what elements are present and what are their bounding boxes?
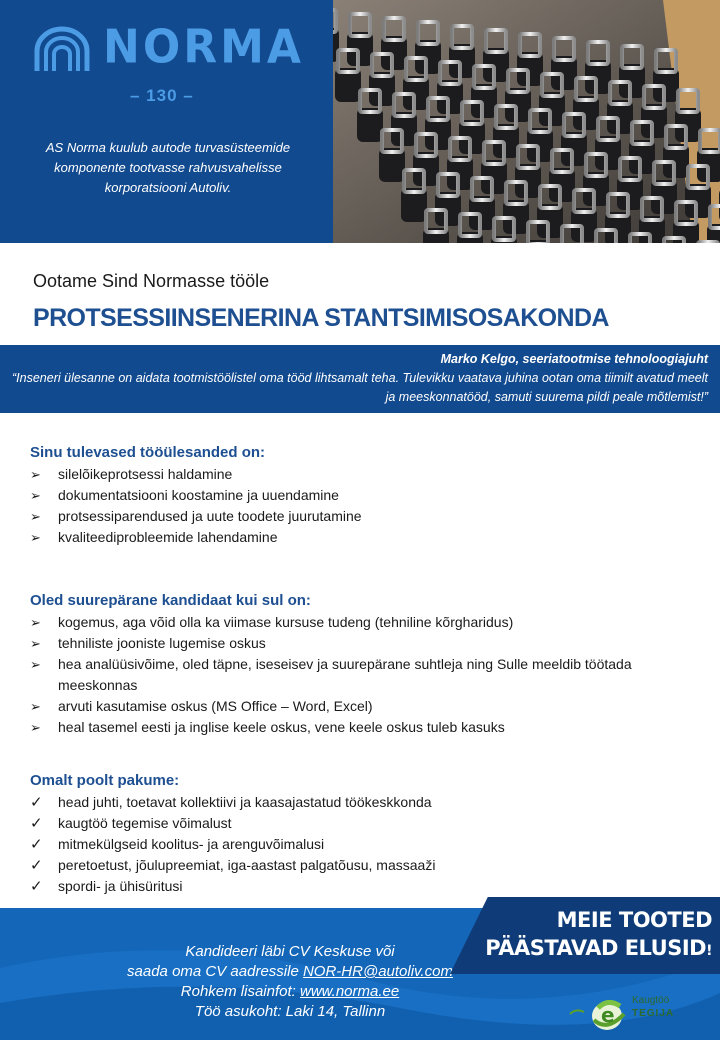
tagline <box>470 906 712 965</box>
list-item <box>30 813 690 834</box>
offer-heading: Omalt poolt pakume: <box>30 772 180 789</box>
list-item-text: kaugtöö tegemise võimalust <box>58 815 232 831</box>
list-item-text: dokumentatsiooni koostamine ja uuendamine <box>58 487 339 503</box>
candidate-heading: Oled suurepärane kandidaat kui sul on: <box>30 592 311 609</box>
checkmark-icon: ✓ <box>30 836 43 853</box>
footer-line-location: Töö asukoht: Laki 14, Tallinn <box>194 1003 386 1020</box>
list-item <box>30 876 690 897</box>
list-item-text: kvaliteediprobleemide lahendamine <box>58 529 278 545</box>
list-item-text: heal tasemel eesti ja inglise keele oskus, vene keele oskus tuleb kasuks <box>58 719 505 735</box>
list-item <box>30 717 690 738</box>
arrow-bullet-icon: ➢ <box>30 657 41 672</box>
job-title: PROTSESSIINSENERINA STANTSIMISOSAKONDA <box>33 304 609 332</box>
checkmark-icon: ✓ <box>30 815 43 832</box>
arrow-bullet-icon: ➢ <box>30 615 41 630</box>
list-item-text: arvuti kasutamise oskus (MS Office – Word, Excel) <box>58 698 373 714</box>
list-item-text: hea analüüsivõime, oled täpne, iseseisev ja suurepärane suhtleja ning Sulle meeldib töötada meeskonnas <box>58 656 632 693</box>
list-item <box>30 506 690 527</box>
title-invite: Ootame Sind Normasse tööle <box>33 271 270 291</box>
list-item-text: tehniliste jooniste lugemise oskus <box>58 635 266 651</box>
quote-bar <box>0 345 720 413</box>
offer-section <box>30 772 690 897</box>
arrow-bullet-icon: ➢ <box>30 530 41 545</box>
list-item-text: protsessiparendused ja uute toodete juurutamine <box>58 508 362 524</box>
list-item <box>30 633 690 654</box>
candidate-section <box>30 592 690 738</box>
list-item-text: head juhti, toetavat kollektiivi ja kaasajastatud töökeskkonda <box>58 794 432 810</box>
checkmark-icon: ✓ <box>30 878 43 895</box>
checkmark-icon: ✓ <box>30 794 43 811</box>
list-item-text: kogemus, aga võid olla ka viimase kursuse tudeng (tehniline kõrgharidus) <box>58 614 514 630</box>
list-item <box>30 464 690 485</box>
footer-line-email: saada oma CV aadressile NOR-HR@autoliv.com <box>127 963 453 980</box>
arrow-bullet-icon: ➢ <box>30 699 41 714</box>
footer-line-info: Rohkem lisainfot: www.norma.ee <box>180 983 400 1000</box>
list-item-text: silelõikeprotsessi haldamine <box>58 466 233 482</box>
logo-anniversary: – 130 – <box>130 86 194 105</box>
email-link[interactable]: NOR-HR@autoliv.com <box>302 963 453 980</box>
tagline-line2: PÄÄSTAVAD ELUSID! <box>485 936 712 960</box>
duties-section <box>30 444 690 548</box>
list-item <box>30 654 690 696</box>
offer-list <box>30 792 690 897</box>
list-item-text: peretoetust, jõulupreemiat, iga-aastast palgatõusu, massaaži <box>58 857 436 873</box>
list-item <box>30 527 690 548</box>
badge-line1: Kaugtöö <box>632 995 670 1006</box>
arrow-bullet-icon: ➢ <box>30 467 41 482</box>
website-link[interactable]: www.norma.ee <box>300 983 400 1000</box>
list-item <box>30 696 690 717</box>
list-item <box>30 792 690 813</box>
list-item-text: spordi- ja ühisüritusi <box>58 878 183 894</box>
header-panel <box>0 0 333 243</box>
product-photo <box>333 0 720 243</box>
list-item <box>30 485 690 506</box>
footer-contact <box>60 942 520 1022</box>
quote-text: “Inseneri ülesanne on aidata tootmistöölistel oma tööd lihtsamalt teha. Tulevikku vaatava juhina ootan oma tiimilt avatud meelt ja meeskonnatööd, samuti suurema pildi peale mõtlemist!” <box>12 371 708 404</box>
svg-text:e: e <box>601 1003 615 1027</box>
norma-logo-icon <box>33 25 91 73</box>
tagline-line1: MEIE TOOTED <box>556 908 712 932</box>
arrow-bullet-icon: ➢ <box>30 509 41 524</box>
duties-list <box>30 464 690 548</box>
logo-wordmark: NORMA <box>103 20 304 75</box>
duties-heading: Sinu tulevased tööülesanded on: <box>30 444 266 461</box>
seatbelt-buckles-image <box>333 0 720 243</box>
footer-line-apply: Kandideeri läbi CV Keskuse või <box>185 943 395 960</box>
candidate-list <box>30 612 690 738</box>
arrow-bullet-icon: ➢ <box>30 720 41 735</box>
checkmark-icon: ✓ <box>30 857 43 874</box>
arrow-bullet-icon: ➢ <box>30 488 41 503</box>
list-item <box>30 612 690 633</box>
list-item <box>30 834 690 855</box>
badge-line2: TEGIJA <box>632 1008 675 1019</box>
list-item-text: mitmekülgseid koolitus- ja arenguvõimalusi <box>58 836 325 852</box>
list-item <box>30 855 690 876</box>
company-intro: AS Norma kuulub autode turvasüsteemide komponente tootvasse rahvusvahelisse korporatsiooni Autoliv. <box>45 140 291 195</box>
arrow-bullet-icon: ➢ <box>30 636 41 651</box>
quote-author: Marko Kelgo, seeriatootmise tehnoloogiajuht <box>440 352 708 366</box>
